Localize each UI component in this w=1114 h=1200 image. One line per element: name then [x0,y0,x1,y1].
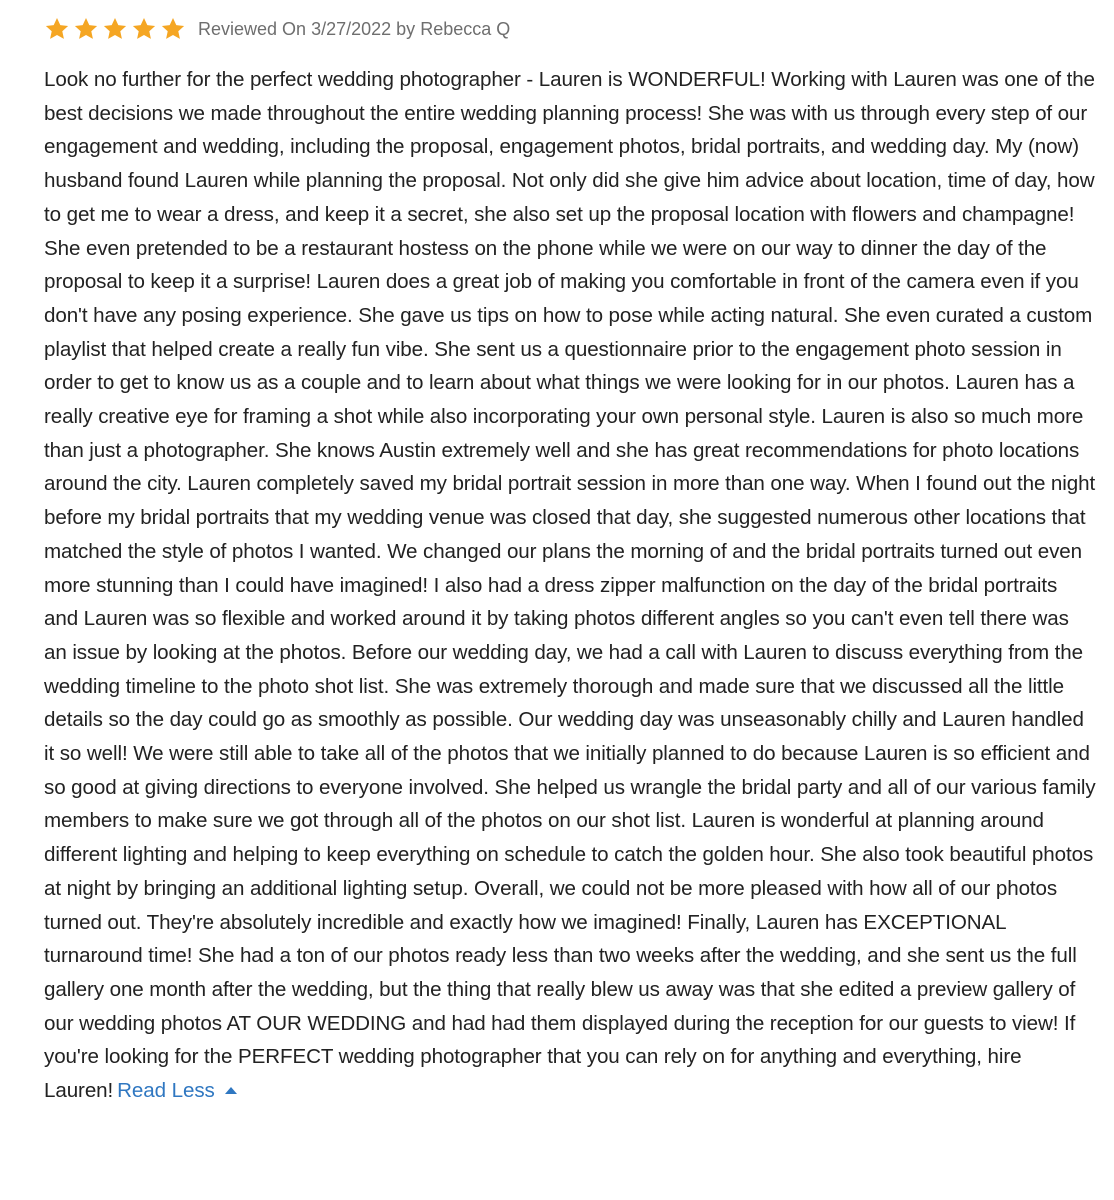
star-rating [44,16,186,42]
star-icon [73,16,99,42]
star-icon [160,16,186,42]
read-less-link[interactable] [117,1079,237,1102]
star-icon [44,16,70,42]
by-label: by [396,18,416,39]
review-header [44,14,1096,44]
review-body [44,63,1096,1108]
caret-up-icon [225,1087,237,1094]
review-text: Look no further for the perfect wedding photographer - Lauren is WONDERFUL! Working with Lauren was one of the best decisions we made throughout the entire wedding planning process! She was with us through every step of our engagement and wedding, including the proposal, engagement photos, bridal portraits, and wedding day. My (now) husband found Lauren while planning the proposal. Not only did she give him advice about location, time of day, how to get me to wear a dress, and keep it a secret, she also set up the proposal location with flowers and champagne! She even pretended to be a restaurant hostess on the phone while we were on our way to dinner the day of the proposal to keep it a surprise! Lauren does a great job of making you comfortable in front of the camera even if you don't have any posing experience. She gave us tips on how to pose while acting natural. She even curated a custom playlist that helped create a really fun vibe. She sent us a questionnaire prior to the engagement photo session in order to get to know us as a couple and to learn about what things we were looking for in our photos. Lauren has a really creative eye for framing a shot while also incorporating your own personal style. Lauren is also so much more than just a photographer. She knows Austin extremely well and she has great recommendations for photo locations around the city. Lauren completely saved my bridal portrait session in more than one way. When I found out the night before my bridal portraits that my wedding venue was closed that day, she suggested numerous other locations that matched the style of photos I wanted. We changed our plans the morning of and the bridal portraits turned out even more stunning than I could have imagined! I also had a dress zipper malfunction on the day of the bridal portraits and Lauren was so flexible and worked around it by taking photos different angles so you can't even tell there was an issue by looking at the photos. Before our wedding day, we had a call with Lauren to discuss everything from the wedding timeline to the photo shot list. She was extremely thorough and made sure that we discussed all the little details so the day could go as smoothly as possible. Our wedding day was unseasonably chilly and Lauren handled it so well! We were still able to take all of the photos that we initially planned to do because Lauren is so efficient and so good at giving directions to everyone involved. She helped us wrangle the bridal party and all of our various family members to make sure we got through all of the photos on our shot list. Lauren is wonderful at planning around different lighting and helping to keep everything on schedule to catch the golden hour. She also took beautiful photos at night by bringing an additional lighting setup. Overall, we could not be more pleased with how all of our photos turned out. They're absolutely incredible and exactly how we imagined! Finally, Lauren has EXCEPTIONAL turnaround time! She had a ton of our photos ready less than two weeks after the wedding, and she sent us the full gallery one month after the wedding, but the thing that really blew us away was that she edited a preview gallery of our wedding photos AT OUR WEDDING and had had them displayed during the reception for our guests to view! If you're looking for the PERFECT wedding photographer that you can rely on for anything and everything, hire Lauren! [44,68,1096,1103]
review-date: 3/27/2022 [311,18,392,39]
read-less-label: Read Less [117,1079,215,1103]
review-card [44,14,1096,1108]
star-icon [131,16,157,42]
reviewer-name: Rebecca Q [420,18,511,39]
star-icon [102,16,128,42]
review-meta [198,19,510,40]
reviewed-on-label: Reviewed On [198,18,307,39]
